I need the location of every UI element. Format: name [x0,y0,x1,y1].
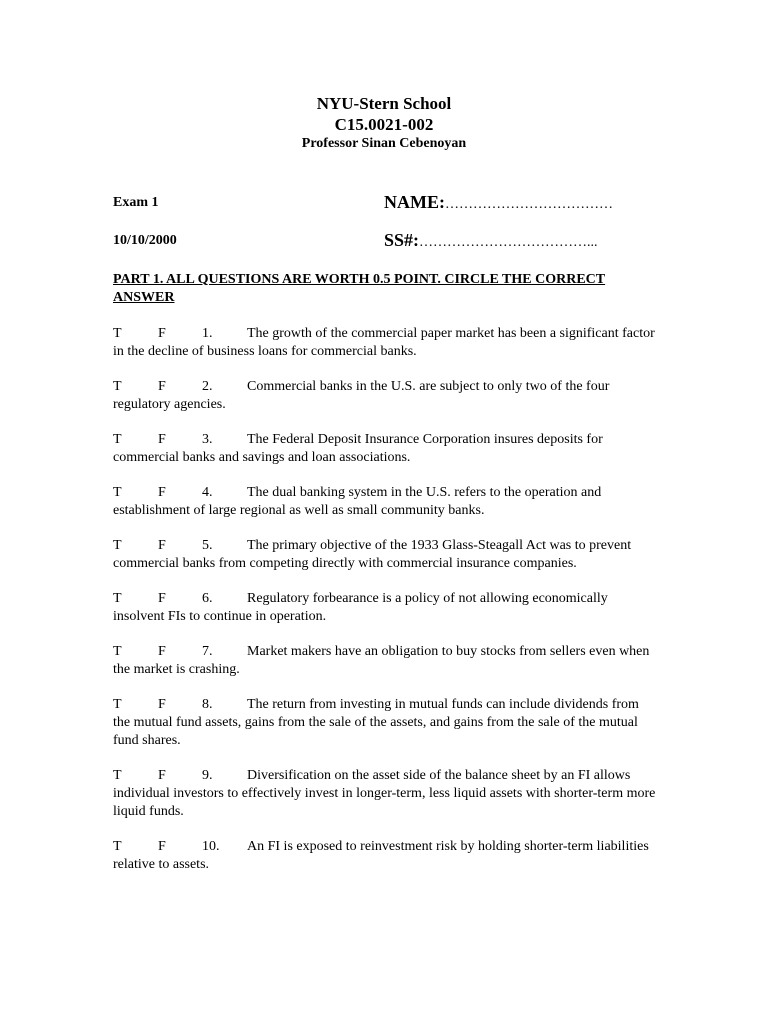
name-label: NAME: [384,192,445,212]
question-item [113,838,658,874]
ss-blank: ………………………………... [419,235,598,250]
part1-heading: PART 1. ALL QUESTIONS ARE WORTH 0.5 POINT. CIRCLE THE CORRECT ANSWER [113,272,606,305]
question-number: 9. [202,768,213,783]
question-item [113,325,658,361]
question-item [113,537,658,573]
course-code: C15.0021-002 [334,115,434,134]
question-text: Diversification on the asset side of the balance sheet by an FI allows individual investors to effectively invest in longer-term, less liquid assets with shorter-term more liquid funds. [113,768,656,819]
false-option[interactable]: F [158,644,166,659]
question-list [113,325,658,891]
question-item [113,378,658,414]
question-text: An FI is exposed to reinvestment risk by holding shorter-term liabilities relative to assets. [113,839,649,872]
question-number: 10. [202,839,220,854]
false-option[interactable]: F [158,432,166,447]
true-option[interactable]: T [113,697,122,712]
true-option[interactable]: T [113,839,122,854]
question-item [113,643,658,679]
true-option[interactable]: T [113,644,122,659]
exam-date: 10/10/2000 [113,233,177,248]
question-number: 1. [202,326,213,341]
question-item [113,431,658,467]
true-option[interactable]: T [113,432,122,447]
false-option[interactable]: F [158,326,166,341]
true-option[interactable]: T [113,326,122,341]
question-number: 3. [202,432,213,447]
true-option[interactable]: T [113,485,122,500]
question-number: 2. [202,379,213,394]
false-option[interactable]: F [158,839,166,854]
ss-label: SS#: [384,230,420,250]
question-number: 6. [202,591,213,606]
question-text: The growth of the commercial paper market has been a significant factor in the decline of business loans for commercial banks. [113,326,655,359]
question-text: Market makers have an obligation to buy stocks from sellers even when the market is crashing. [113,644,650,677]
false-option[interactable]: F [158,591,166,606]
ss-field [384,230,598,251]
question-text: The Federal Deposit Insurance Corporation insures deposits for commercial banks and savings and loan associations. [113,432,603,465]
false-option[interactable]: F [158,485,166,500]
question-number: 5. [202,538,213,553]
false-option[interactable]: F [158,538,166,553]
false-option[interactable]: F [158,379,166,394]
question-item [113,590,658,626]
false-option[interactable]: F [158,697,166,712]
question-text: The dual banking system in the U.S. refers to the operation and establishment of large regional as well as small community banks. [113,485,602,518]
true-option[interactable]: T [113,538,122,553]
name-blank: ……………………………… [445,197,613,212]
professor-name: Professor Sinan Cebenoyan [301,136,467,151]
question-text: Commercial banks in the U.S. are subject to only two of the four regulatory agencies. [113,379,610,412]
question-text: Regulatory forbearance is a policy of not allowing economically insolvent FIs to continue in operation. [113,591,608,624]
question-number: 7. [202,644,213,659]
name-field [384,192,613,213]
false-option[interactable]: F [158,768,166,783]
question-text: The primary objective of the 1933 Glass-Steagall Act was to prevent commercial banks from competing directly with commercial insurance companies. [113,538,632,571]
question-number: 8. [202,697,213,712]
school-title: NYU-Stern School [316,94,452,113]
question-item [113,696,658,750]
question-text: The return from investing in mutual funds can include dividends from the mutual fund assets, gains from the sale of the assets, and gains from the sale of the mutual fund shares. [113,697,639,748]
true-option[interactable]: T [113,591,122,606]
question-item [113,767,658,821]
true-option[interactable]: T [113,379,122,394]
exam-label: Exam 1 [113,195,159,210]
question-item [113,484,658,520]
question-number: 4. [202,485,213,500]
true-option[interactable]: T [113,768,122,783]
